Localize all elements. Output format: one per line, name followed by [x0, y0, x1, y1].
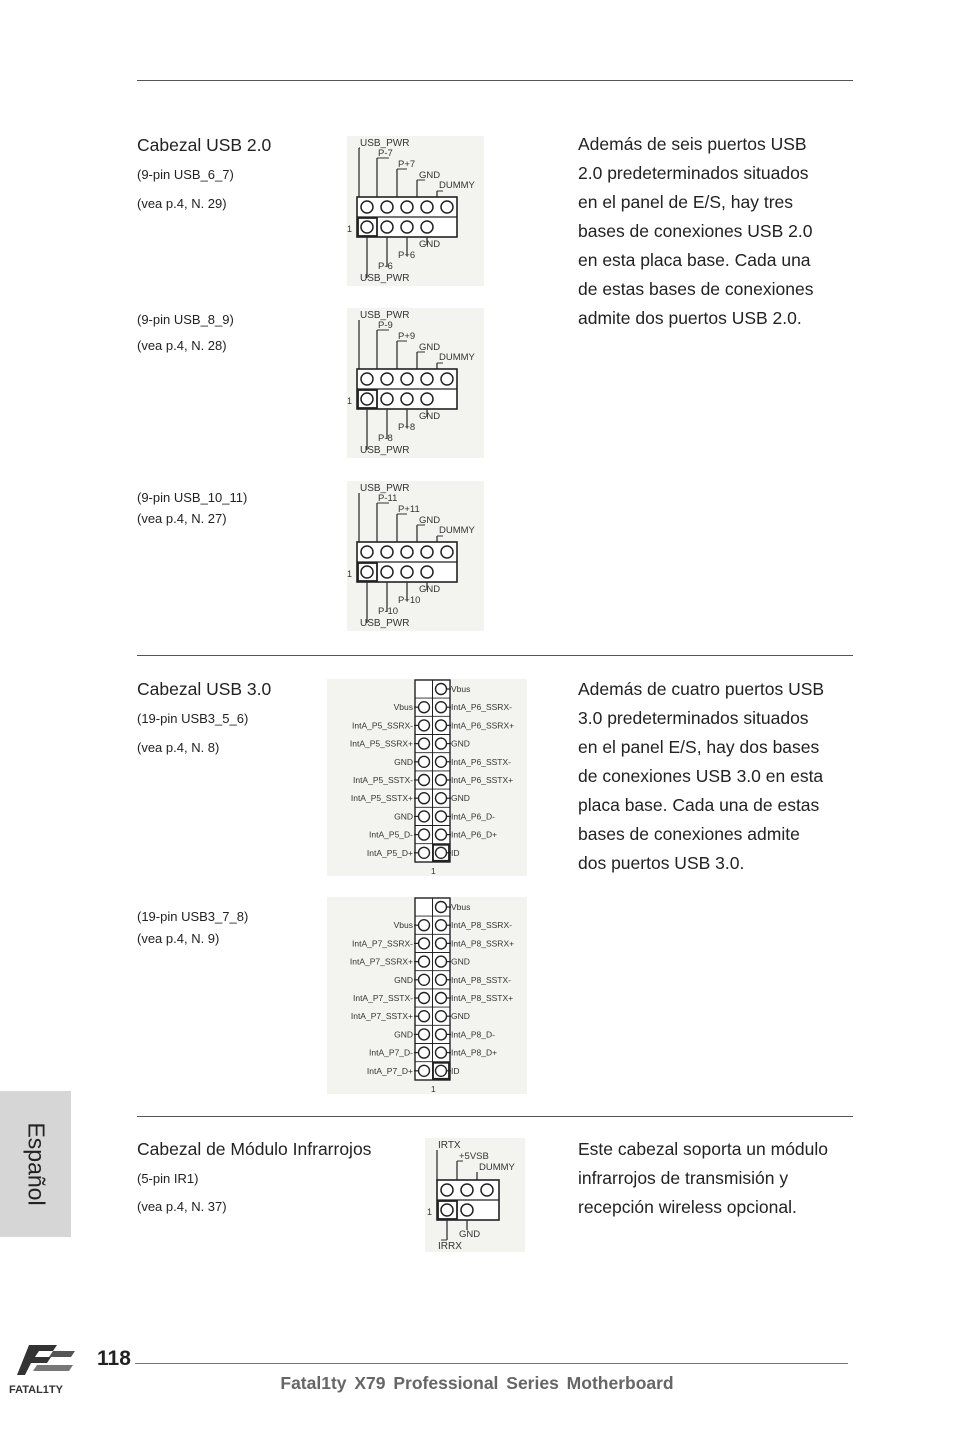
- pin-label-left: IntA_P7_D+: [366, 1065, 413, 1076]
- top-rule: [137, 80, 853, 81]
- plus-top-label: P+11: [398, 504, 420, 515]
- pin1-label: 1: [427, 1207, 433, 1217]
- dummy-label: DUMMY: [439, 352, 475, 363]
- gnd-bottom-label: GND: [419, 411, 441, 422]
- usb2-diagram-3: [347, 481, 484, 631]
- pin-label-right: Vbus: [451, 684, 471, 694]
- usb3-description: [578, 675, 824, 878]
- plus-top-label: P+9: [398, 331, 416, 342]
- usb2-desc-line: en esta placa base. Cada una: [578, 250, 811, 270]
- pin-label-right: IntA_P6_D-: [451, 811, 495, 822]
- usb2-header3-pins: (9-pin USB_10_11): [137, 490, 248, 505]
- ir-desc-line: infrarrojos de transmisión y: [578, 1168, 789, 1188]
- language-tab: [0, 1091, 71, 1237]
- usb-pwr-top-label: USB_PWR: [360, 310, 410, 321]
- usb2-diagram-1: [347, 136, 484, 286]
- pin1-label: 1: [431, 865, 436, 876]
- logo-text: FATAL1TY: [9, 1384, 63, 1396]
- usb2-desc-line: de estas bases de conexiones: [578, 279, 814, 299]
- pin-label-left: Vbus: [393, 702, 413, 713]
- minus-top-label: P-9: [378, 320, 393, 331]
- minus-top-label: P-11: [378, 493, 398, 504]
- pin-label-right: Vbus: [451, 902, 471, 912]
- plus-top-label: P+7: [398, 159, 416, 170]
- pin-label-right: IntA_P8_SSTX+: [451, 993, 514, 1003]
- pin-label-right: ID: [451, 847, 460, 858]
- usb2-header1-pins: (9-pin USB_6_7): [137, 167, 234, 182]
- pin-label-left: IntA_P5_SSTX-: [352, 775, 413, 785]
- usb3-header1-ref: (vea p.4, N. 8): [137, 740, 220, 755]
- usb3-desc-line: dos puertos USB 3.0.: [578, 853, 745, 873]
- gnd-bottom-label: GND: [419, 239, 441, 250]
- minus-bottom-label: P-6: [378, 261, 393, 272]
- usb2-desc-line: Además de seis puertos USB: [578, 134, 807, 154]
- pin1-label: 1: [431, 1083, 436, 1094]
- usb3-desc-line: 3.0 predeterminados situados: [578, 708, 809, 728]
- gnd-top-label: GND: [419, 342, 441, 353]
- usb2-desc-line: en el panel de E/S, hay tres: [578, 192, 793, 212]
- usb3-desc-line: placa base. Cada una de estas: [578, 795, 820, 815]
- pin-label-right: GND: [451, 956, 470, 967]
- pin1-label: 1: [347, 396, 353, 406]
- gnd-top-label: GND: [419, 515, 441, 526]
- irrx-label: IRRX: [438, 1241, 462, 1252]
- gnd-label: GND: [459, 1229, 481, 1240]
- dummy-label: DUMMY: [439, 525, 475, 536]
- usb3-header2-ref: (vea p.4, N. 9): [137, 931, 220, 946]
- usb-pwr-bottom-label: USB_PWR: [360, 618, 410, 629]
- pin-label-right: IntA_P6_SSTX-: [451, 756, 512, 767]
- pin1-label: 1: [347, 569, 353, 579]
- usb3-title: Cabezal USB 3.0: [137, 679, 272, 699]
- pin-label-left: GND: [394, 1029, 413, 1040]
- usb3-diagram-2: [327, 897, 527, 1094]
- usb-pwr-bottom-label: USB_PWR: [360, 273, 410, 284]
- usb2-header2-ref: (vea p.4, N. 28): [137, 338, 227, 353]
- usb3-desc-line: de conexiones USB 3.0 en esta: [578, 766, 824, 786]
- pin-label-right: IntA_P6_D+: [451, 829, 498, 840]
- pin-label-right: IntA_P8_D-: [451, 1029, 495, 1040]
- usb2-header3-ref: (vea p.4, N. 27): [137, 511, 227, 526]
- minus-top-label: P-7: [378, 148, 393, 159]
- usb-pwr-top-label: USB_PWR: [360, 138, 410, 149]
- usb2-header1-ref: (vea p.4, N. 29): [137, 196, 227, 211]
- plus-bottom-label: P+10: [398, 595, 421, 606]
- vsb-label: +5VSB: [459, 1151, 489, 1162]
- ir-desc-line: recepción wireless opcional.: [578, 1197, 797, 1217]
- usb3-desc-line: en el panel E/S, hay dos bases: [578, 737, 820, 757]
- pin-label-left: IntA_P7_SSTX-: [352, 993, 413, 1003]
- pin-label-right: ID: [451, 1065, 460, 1076]
- ir-ref: (vea p.4, N. 37): [137, 1199, 227, 1214]
- pin-label-right: GND: [451, 738, 470, 749]
- pin-label-left: GND: [394, 756, 413, 767]
- pin-label-right: IntA_P6_SSTX+: [451, 775, 514, 785]
- usb3-desc-line: bases de conexiones admite: [578, 824, 800, 844]
- pin-label-left: Vbus: [393, 920, 413, 931]
- ir-desc-line: Este cabezal soporta un módulo: [578, 1139, 829, 1159]
- usb3-diagram-1: [327, 679, 527, 876]
- gnd-top-label: GND: [419, 170, 441, 181]
- pin-label-left: GND: [394, 974, 413, 985]
- ir-pins: (5-pin IR1): [137, 1171, 199, 1186]
- usb3-header2-pins: (19-pin USB3_7_8): [137, 909, 249, 924]
- pin-label-left: IntA_P5_SSRX-: [352, 720, 413, 731]
- gnd-bottom-label: GND: [419, 584, 441, 595]
- pin-label-left: IntA_P7_SSTX+: [350, 1011, 413, 1022]
- pin-label-right: IntA_P6_SSRX+: [451, 720, 515, 731]
- pin-label-left: IntA_P5_D-: [369, 829, 413, 840]
- usb-pwr-top-label: USB_PWR: [360, 483, 410, 494]
- plus-bottom-label: P+8: [398, 422, 416, 433]
- pin-label-right: IntA_P8_SSTX-: [451, 974, 512, 985]
- plus-bottom-label: P+6: [398, 250, 416, 261]
- pin-label-right: IntA_P8_D+: [451, 1047, 498, 1058]
- ir-description: [578, 1135, 828, 1222]
- usb3-desc-line: Además de cuatro puertos USB: [578, 679, 825, 699]
- usb2-desc-line: admite dos puertos USB 2.0.: [578, 308, 802, 328]
- usb2-title: Cabezal USB 2.0: [137, 135, 272, 155]
- ir-diagram: [425, 1138, 525, 1252]
- pin-label-left: IntA_P5_SSTX+: [350, 793, 413, 804]
- usb3-header1-pins: (19-pin USB3_5_6): [137, 711, 249, 726]
- section-divider-2: [137, 1116, 853, 1117]
- minus-bottom-label: P-10: [378, 606, 399, 617]
- ir-title: Cabezal de Módulo Infrarrojos: [137, 1139, 372, 1159]
- irtx-label: IRTX: [438, 1140, 461, 1151]
- pin-label-right: IntA_P6_SSRX-: [451, 702, 512, 713]
- dummy-label: DUMMY: [479, 1162, 515, 1173]
- usb2-diagram-2: [347, 308, 484, 458]
- usb2-desc-line: bases de conexiones USB 2.0: [578, 221, 813, 241]
- minus-bottom-label: P-8: [378, 433, 393, 444]
- pin-label-right: IntA_P8_SSRX+: [451, 938, 515, 949]
- dummy-label: DUMMY: [439, 180, 475, 191]
- pin-label-left: IntA_P7_SSRX+: [349, 956, 413, 967]
- footer-rule: [135, 1363, 848, 1364]
- usb2-description: [578, 130, 813, 333]
- pin-label-left: IntA_P7_SSRX-: [352, 938, 413, 949]
- pin-label-right: GND: [451, 793, 470, 804]
- page-number: 118: [97, 1347, 131, 1370]
- language-tab-label: Español: [23, 1122, 49, 1206]
- pin1-label: 1: [347, 224, 353, 234]
- pin-label-right: IntA_P8_SSRX-: [451, 920, 512, 931]
- pin-label-left: IntA_P5_SSRX+: [349, 738, 413, 749]
- pin-label-left: IntA_P7_D-: [369, 1047, 413, 1058]
- usb2-desc-line: 2.0 predeterminados situados: [578, 163, 809, 183]
- pin-label-left: GND: [394, 811, 413, 822]
- section-divider-1: [137, 655, 853, 656]
- usb-pwr-bottom-label: USB_PWR: [360, 445, 410, 456]
- pin-label-right: GND: [451, 1011, 470, 1022]
- footer-title: Fatal1ty X79 Professional Series Motherboard: [280, 1373, 674, 1393]
- pin-label-left: IntA_P5_D+: [366, 847, 413, 858]
- usb2-header2-pins: (9-pin USB_8_9): [137, 312, 234, 327]
